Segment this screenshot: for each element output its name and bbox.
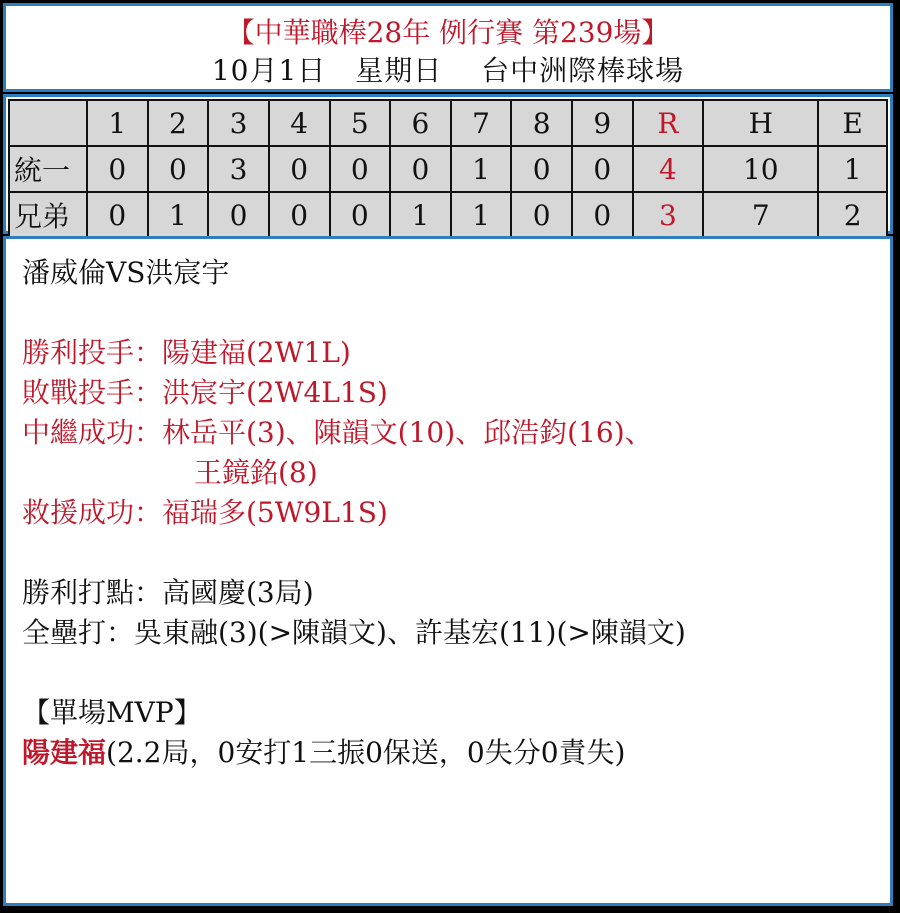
starting-matchup: 潘威倫VS洪宸宇 bbox=[22, 256, 230, 289]
inning-score: 0 bbox=[269, 192, 330, 238]
team-row bbox=[9, 146, 887, 192]
inning-score: 0 bbox=[330, 146, 391, 192]
team-row bbox=[9, 192, 887, 238]
holds-line-1: 中繼成功：林岳平(3)、陳韻文(10)、邱浩鈞(16)、 bbox=[22, 416, 653, 449]
inning-score: 1 bbox=[451, 192, 512, 238]
game-header bbox=[3, 3, 893, 92]
runs-total: 3 bbox=[633, 192, 704, 238]
mvp-title: 【單場MVP】 bbox=[22, 696, 202, 729]
inning-score: 0 bbox=[390, 146, 451, 192]
runs-header: R bbox=[633, 100, 704, 146]
inning-score: 0 bbox=[572, 146, 633, 192]
inning-score: 0 bbox=[208, 192, 269, 238]
inning-score: 3 bbox=[208, 146, 269, 192]
mvp-line bbox=[22, 733, 890, 773]
inning-score: 0 bbox=[511, 192, 572, 238]
inning-7-header: 7 bbox=[451, 100, 512, 146]
inning-score: 0 bbox=[87, 192, 148, 238]
hits-header: H bbox=[703, 100, 818, 146]
inning-score: 0 bbox=[572, 192, 633, 238]
team-name: 統一 bbox=[9, 146, 87, 192]
runs-total: 4 bbox=[633, 146, 704, 192]
inning-score: 0 bbox=[269, 146, 330, 192]
home-runs: 全壘打：吳東融(3)(>陳韻文)、許基宏(11)(>陳韻文) bbox=[22, 616, 686, 649]
errors-total: 1 bbox=[818, 146, 887, 192]
inning-3-header: 3 bbox=[208, 100, 269, 146]
inning-4-header: 4 bbox=[269, 100, 330, 146]
loss-pitcher: 敗戰投手：洪宸宇(2W4L1S) bbox=[22, 376, 388, 409]
scoreboard bbox=[3, 94, 893, 234]
save-pitcher: 救援成功：福瑞多(5W9L1S) bbox=[22, 496, 388, 529]
mvp-stats: (2.2局，0安打1三振0保送，0失分0責失) bbox=[106, 736, 626, 769]
mvp-name: 陽建福 bbox=[22, 736, 107, 769]
inning-score: 1 bbox=[451, 146, 512, 192]
inning-9-header: 9 bbox=[572, 100, 633, 146]
inning-score: 1 bbox=[148, 192, 209, 238]
linescore-header-row bbox=[9, 100, 887, 146]
inning-score: 1 bbox=[390, 192, 451, 238]
holds-line-2: 王鏡銘(8) bbox=[194, 456, 318, 489]
inning-score: 0 bbox=[511, 146, 572, 192]
inning-6-header: 6 bbox=[390, 100, 451, 146]
inning-score: 0 bbox=[148, 146, 209, 192]
linescore-table bbox=[8, 99, 888, 239]
win-pitcher: 勝利投手：陽建福(2W1L) bbox=[22, 336, 351, 369]
inning-8-header: 8 bbox=[511, 100, 572, 146]
errors-total: 2 bbox=[818, 192, 887, 238]
game-summary bbox=[3, 236, 893, 906]
inning-score: 0 bbox=[87, 146, 148, 192]
inning-score: 0 bbox=[330, 192, 391, 238]
errors-header: E bbox=[818, 100, 887, 146]
hits-total: 10 bbox=[703, 146, 818, 192]
game-date-venue: 10月1日 星期日 台中洲際棒球場 bbox=[211, 54, 685, 87]
team-name: 兄弟 bbox=[9, 192, 87, 238]
inning-5-header: 5 bbox=[330, 100, 391, 146]
hits-total: 7 bbox=[703, 192, 818, 238]
winning-rbi: 勝利打點：高國慶(3局) bbox=[22, 576, 314, 609]
inning-1-header: 1 bbox=[87, 100, 148, 146]
game-title: 【中華職棒28年 例行賽 第239場】 bbox=[226, 16, 670, 49]
corner-cell bbox=[9, 100, 87, 146]
inning-2-header: 2 bbox=[148, 100, 209, 146]
